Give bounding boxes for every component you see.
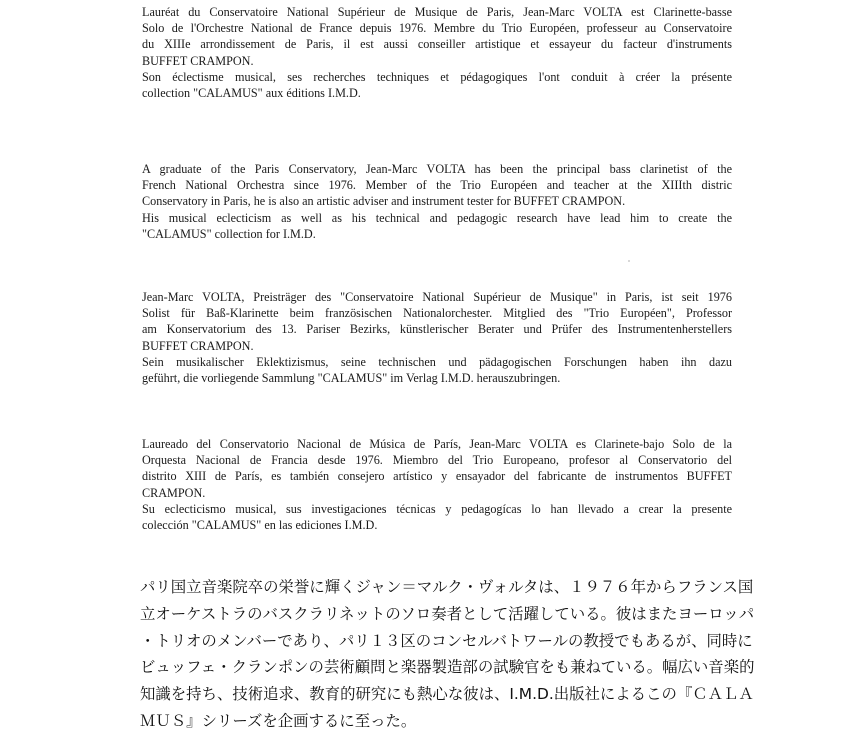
text-line: パリ国立音楽院卒の栄誉に輝くジャン＝マルク・ヴォルタは、１９７６年からフランス国 xyxy=(140,578,754,596)
text-line: am Konservatorium des 13. Pariser Bezirks, künstlerischer Berater und Prüfer des Instrumentenherstellers xyxy=(142,322,732,337)
biography-german xyxy=(142,289,732,386)
text-line: Lauréat du Conservatoire National Supérieur de Musique de Paris, Jean-Marc VOLTA est Clarinette-basse xyxy=(142,5,732,19)
text-line: collection "CALAMUS" aux éditions I.M.D. xyxy=(142,85,361,100)
text-line: ＭＵＳ』シリーズを企画するに至った。 xyxy=(140,711,417,730)
text-line: 立オーケストラのバスクラリネットのソロ奏者として活躍している。彼はまたヨーロッパ xyxy=(140,604,755,623)
text-line: A graduate of the Paris Conservatory, Jean-Marc VOLTA has been the principal bass clarinetist of the xyxy=(142,162,732,176)
text-line: Son éclectisme musical, ses recherches techniques et pédagogiques l'ont conduit à créer la présente xyxy=(142,69,732,84)
text-line: French National Orchestra since 1976. Member of the Trio Européen and teacher at the XIIIth distric xyxy=(142,178,732,193)
text-line: distrito XIII de París, es también consejero artístico y ensayador del fabricante de instrumentos BUFFET xyxy=(142,469,732,484)
text-line: du XIIIe arrondissement de Paris, il est aussi conseiller artistique et essayeur du facteur d'instruments xyxy=(142,37,732,52)
text-line: His musical eclecticism as well as his technical and pedagogic research have lead him to create the xyxy=(142,210,732,225)
text-line: BUFFET CRAMPON. xyxy=(142,53,254,68)
text-line: Su eclecticismo musical, sus investigaciones técnicas y pedagogícas lo han llevado a crear la presente xyxy=(142,501,732,516)
text-line: ・トリオのメンバーであり、パリ１３区のコンセルバトワールの教授でもあるが、同時に xyxy=(140,631,753,650)
text-line: "CALAMUS" collection for I.M.D. xyxy=(142,226,316,241)
text-line: geführt, die vorliegende Sammlung "CALAMUS" im Verlag I.M.D. herauszubringen. xyxy=(142,370,561,385)
biography-japanese xyxy=(140,574,755,735)
text-line: colección "CALAMUS" en las ediciones I.M.D. xyxy=(142,517,378,532)
text-line: Sein musikalischer Eklektizismus, seine technischen und pädagogischen Forschungen haben ihn dazu xyxy=(142,354,732,369)
text-line: Orquesta Nacional de Francia desde 1976. Miembro del Trio Europeano, profesor al Conservatorio del xyxy=(142,453,732,468)
text-line: 知識を持ち、技術追求、教育的研究にも熱心な彼は、I.M.D.出版社によるこの『ＣＡＬＡ xyxy=(140,685,754,704)
biography-english xyxy=(142,161,732,242)
text-line: ビュッフェ・クランポンの芸術顧問と楽器製造部の試験官をも兼ねている。幅広い音楽的 xyxy=(140,658,755,677)
scan-speck xyxy=(628,260,630,262)
text-line: Jean-Marc VOLTA, Preisträger des "Conservatoire National Supérieur de Musique" in Paris, ist seit 1976 xyxy=(142,290,732,304)
biography-spanish xyxy=(142,436,732,533)
text-line: Solist für Baß-Klarinette beim französischen Nationalorchester. Mitglied des "Trio Européen", Professor xyxy=(142,306,732,321)
text-line: Solo de l'Orchestre National de France depuis 1976. Membre du Trio Européen, professeur au Conservatoire xyxy=(142,21,732,36)
text-line: Laureado del Conservatorio Nacional de Música de París, Jean-Marc VOLTA es Clarinete-bajo Solo de la xyxy=(142,437,732,451)
text-line: Conservatory in Paris, he is also an artistic adviser and instrument tester for BUFFET CRAMPON. xyxy=(142,194,626,209)
text-line: BUFFET CRAMPON. xyxy=(142,338,254,353)
biography-french xyxy=(142,4,732,101)
text-line: CRAMPON. xyxy=(142,485,206,500)
